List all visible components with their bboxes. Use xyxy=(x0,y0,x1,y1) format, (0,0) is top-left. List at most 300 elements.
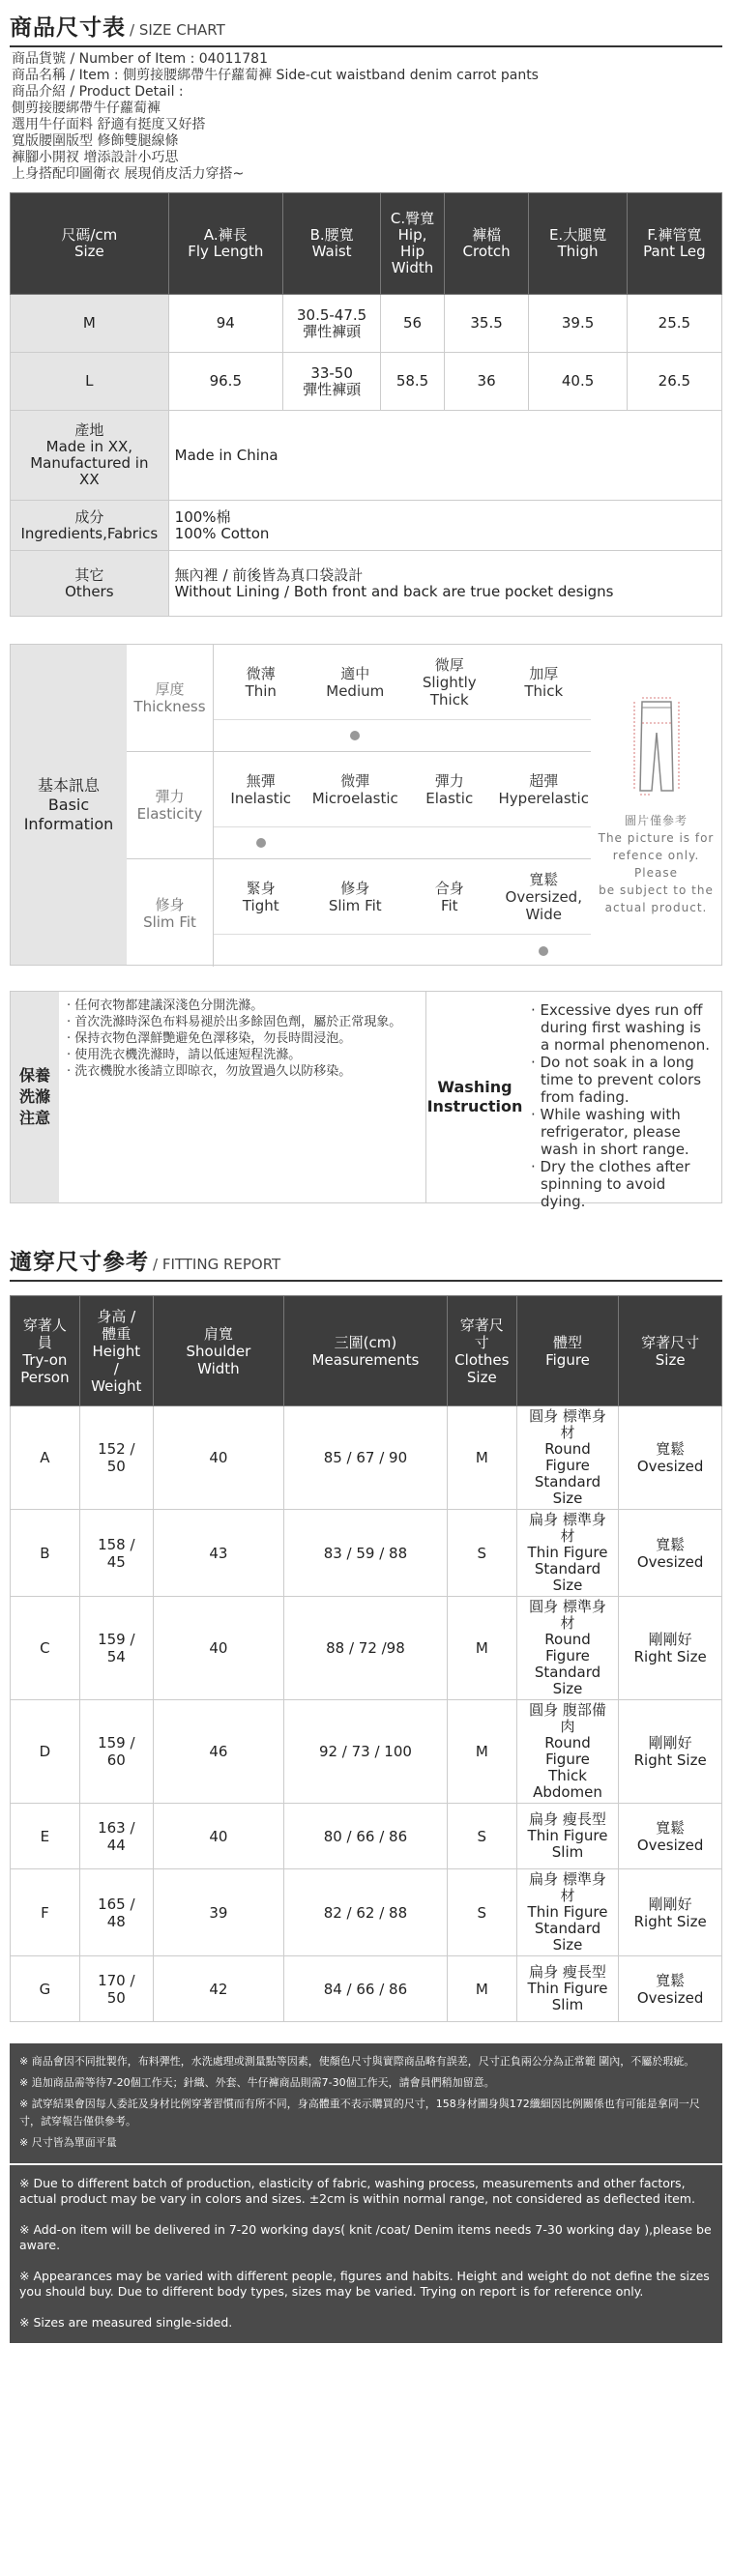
washing-text-zh: 保持衣物色澤鮮艷避免色澤移染，勿長時間浸泡。 xyxy=(74,1031,352,1046)
fitting-header-cell xyxy=(153,1296,283,1406)
washing-item-zh: · 任何衣物都建議深淺色分開洗滌。 xyxy=(67,999,264,1013)
origin-value: Made in China xyxy=(168,411,721,501)
washing-item-zh: · 首次洗滌時深色布料易褪於出多餘固色劑，屬於正常現象。 xyxy=(67,1015,402,1029)
figure-line: Round xyxy=(544,1440,591,1458)
header-line: Measurements xyxy=(311,1350,420,1369)
figure-cell xyxy=(516,1804,619,1869)
category-line: 修身 xyxy=(155,895,185,913)
option-marker-cell xyxy=(308,935,403,967)
clothes-size-cell: S xyxy=(447,1510,516,1597)
intro-line: 上身搭配印圖衛衣 展現俏皮活力穿搭~ xyxy=(12,166,245,182)
fit-line: 剛剛好 xyxy=(648,1895,692,1913)
person-cell: B xyxy=(11,1510,80,1597)
hw-line: 152 / xyxy=(98,1440,135,1458)
size-header-cell xyxy=(444,193,529,295)
fitting-header-cell xyxy=(447,1296,516,1406)
basic-info-option xyxy=(402,752,497,826)
figure-line: Size xyxy=(552,1577,583,1594)
basic-info-option xyxy=(214,859,308,934)
figure-cell xyxy=(516,1869,619,1956)
header-line: 尺碼/cm xyxy=(61,226,118,244)
fly-length-cell: 96.5 xyxy=(168,353,282,411)
shoulder-cell: 46 xyxy=(153,1700,283,1804)
header-line: / xyxy=(113,1359,119,1377)
option-line: 超彈 xyxy=(529,771,559,790)
fitting-row xyxy=(11,1700,722,1804)
header-line: Try-on xyxy=(22,1350,68,1369)
header-line: Size xyxy=(466,1368,497,1386)
option-line: 修身 xyxy=(340,879,370,897)
figure-line: 材 xyxy=(560,1887,575,1904)
figure-line: Thin Figure xyxy=(527,1544,608,1561)
hw-line: 54 xyxy=(106,1648,126,1665)
clothes-size-cell: S xyxy=(447,1804,516,1869)
fit-cell xyxy=(619,1700,722,1804)
option-marker-cell xyxy=(497,720,592,751)
size-row-m xyxy=(11,295,722,353)
option-marker-cell xyxy=(497,935,592,967)
category-line: Elasticity xyxy=(136,805,203,823)
fit-line: 寬鬆 xyxy=(656,1971,686,1989)
fit-cell xyxy=(619,1510,722,1597)
category-line: Slim Fit xyxy=(143,912,196,931)
option-marker-cell xyxy=(308,720,403,751)
figure-line: Thin Figure xyxy=(527,1980,608,1997)
size-header-cell xyxy=(168,193,282,295)
header-line: E.大腿寬 xyxy=(548,226,607,244)
header-line: 穿著尺寸 xyxy=(641,1333,700,1351)
option-marker-cell xyxy=(402,827,497,858)
figure-cell xyxy=(516,1510,619,1597)
figure-line: 扁身 標準身 xyxy=(529,1511,606,1528)
measurements-cell: 92 / 73 / 100 xyxy=(283,1700,447,1804)
size-cell: M xyxy=(11,295,169,353)
clothes-size-cell: M xyxy=(447,1597,516,1700)
size-chart-header xyxy=(10,0,722,47)
figure-line: Standard xyxy=(534,1664,601,1681)
note-zh: ※ 商品會因不同批製作，布料彈性，水洗處理或測量點等因素，使顏色尺寸與實際商品略有誤差，尺寸正負兩公分為正常範 圍內，不屬於瑕疵。 xyxy=(19,2055,695,2068)
size-header-cell xyxy=(627,193,721,295)
fitting-row xyxy=(11,1804,722,1869)
hw-line: 50 xyxy=(106,1458,126,1475)
figure-line: Size xyxy=(552,1936,583,1954)
header-line: Person xyxy=(20,1368,70,1386)
figure-line: Size xyxy=(552,1680,583,1697)
washing-text-zh: 任何衣物都建議深淺色分開洗滌。 xyxy=(74,999,264,1013)
thigh-cell: 39.5 xyxy=(529,295,627,353)
header-line: Shoulder xyxy=(186,1342,251,1360)
option-line: Thin xyxy=(245,681,277,700)
note-zh: ※ 尺寸皆為單面平量 xyxy=(19,2136,117,2149)
basic-info-row xyxy=(127,645,591,752)
option-line: Fit xyxy=(440,896,458,914)
option-line: 合身 xyxy=(434,879,464,897)
header-line: Figure xyxy=(545,1350,590,1369)
header-line: Hip xyxy=(400,243,425,260)
fitting-header-cell xyxy=(619,1296,722,1406)
basic-info-option xyxy=(402,859,497,934)
hw-line: 163 / xyxy=(98,1818,135,1837)
figure-line: Figure xyxy=(545,1457,590,1474)
washing-text-en: While washing with refrigerator, please wash in short range. xyxy=(540,1106,689,1158)
height-weight-cell xyxy=(79,1700,153,1804)
option-line: Thick xyxy=(524,681,564,700)
fitting-report-subtitle: / FITTING REPORT xyxy=(153,1256,281,1273)
option-line: Slightly xyxy=(422,673,477,691)
option-line: Inelastic xyxy=(230,789,292,807)
person-cell: F xyxy=(11,1869,80,1956)
figure-line: Slim xyxy=(551,1996,584,2013)
fit-line: Right Size xyxy=(633,1751,707,1769)
notes-panel xyxy=(10,2043,722,2343)
option-line: 微彈 xyxy=(340,771,370,790)
size-chart-subtitle: / SIZE CHART xyxy=(130,21,225,39)
size-row-l xyxy=(11,353,722,411)
basic-info-row xyxy=(127,752,591,859)
option-marker-cell xyxy=(497,827,592,858)
pant-leg-cell: 25.5 xyxy=(627,295,721,353)
shoulder-cell: 40 xyxy=(153,1406,283,1510)
hw-line: 165 / xyxy=(98,1895,135,1913)
fabric-value: 100%棉 100% Cotton xyxy=(168,501,721,551)
crotch-cell: 36 xyxy=(444,353,529,411)
header-line: Thigh xyxy=(557,243,599,260)
fabric-row xyxy=(11,501,722,551)
hw-line: 60 xyxy=(106,1751,126,1769)
option-line: Oversized, xyxy=(505,887,582,906)
option-line: Wide xyxy=(525,905,562,923)
shoulder-cell: 40 xyxy=(153,1804,283,1869)
option-line: Slim Fit xyxy=(328,896,382,914)
figure-line: 材 xyxy=(560,1614,575,1632)
height-weight-cell xyxy=(79,1869,153,1956)
option-marker-cell xyxy=(214,935,308,967)
note-en: ※ Due to different batch of production, elasticity of fabric, washing process, measurements and other factors, actual product may be vary in colors and sizes. ±2cm is within normal range, not considered as deflected item. xyxy=(19,2176,695,2206)
header-line: Fly Length xyxy=(188,243,264,260)
note-en: ※ Add-on item will be delivered in 7-20 working days( knit /coat/ Denim items needs 7-30 working day ),please be aware. xyxy=(19,2222,712,2252)
note-zh: ※ 試穿結果會因每人委託及身材比例穿著習慣而有所不同，身高體重不表示購買的尺寸，158身材圖身與172纖細因比例關係也有可能是拿同一尺寸，試穿報告僅供參考。 xyxy=(19,2098,700,2127)
intro-line: 商品介紹 / Product Detail : xyxy=(12,84,184,100)
figure-cell xyxy=(516,1700,619,1804)
washing-item-en: · Do not soak in a long time to prevent colors from fading. xyxy=(531,1054,702,1106)
option-marker-cell xyxy=(402,720,497,751)
fit-line: Ovesized xyxy=(636,1458,704,1475)
figure-line: 圓身 標準身 xyxy=(529,1598,606,1615)
thigh-cell: 40.5 xyxy=(529,353,627,411)
hip-cell: 58.5 xyxy=(381,353,444,411)
basic-info-category xyxy=(127,752,214,858)
pants-diagram-icon xyxy=(623,694,690,800)
fitting-report-title: 適穿尺寸參考 xyxy=(10,1250,149,1275)
option-line: Elastic xyxy=(425,789,474,807)
fit-line: 寬鬆 xyxy=(656,1440,686,1458)
notes-zh xyxy=(10,2043,722,2165)
figure-cell xyxy=(516,1956,619,2022)
shoulder-cell: 43 xyxy=(153,1510,283,1597)
figure-line: Size xyxy=(552,1490,583,1507)
header-line: Size xyxy=(73,243,104,260)
fit-line: 寬鬆 xyxy=(656,1535,686,1553)
header-line: 體型 xyxy=(552,1333,582,1351)
pant-leg-cell: 26.5 xyxy=(627,353,721,411)
option-marker-cell xyxy=(308,827,403,858)
option-marker-cell xyxy=(402,935,497,967)
header-line: F.褲管寬 xyxy=(647,226,702,244)
person-cell: C xyxy=(11,1597,80,1700)
basic-info-row xyxy=(127,859,591,967)
origin-row xyxy=(11,411,722,501)
waist-cell: 30.5-47.5 彈性褲頭 xyxy=(282,295,380,353)
fitting-header-cell xyxy=(516,1296,619,1406)
note-en: ※ Appearances may be varied with different people, figures and habits. Height and weight do not define the sizes you should buy. Due to different body types, sizes may be varied. Trying on report is for reference only. xyxy=(19,2269,710,2299)
fit-line: Ovesized xyxy=(636,1836,704,1854)
option-line: 寬鬆 xyxy=(529,870,559,888)
fit-cell xyxy=(619,1597,722,1700)
figure-line: Figure xyxy=(545,1647,590,1664)
size-header-cell xyxy=(529,193,627,295)
others-row xyxy=(11,551,722,617)
clothes-size-cell: M xyxy=(447,1700,516,1804)
measurements-cell: 82 / 62 / 88 xyxy=(283,1869,447,1956)
header-line: 穿著人 xyxy=(22,1316,67,1334)
figure-line: Standard xyxy=(534,1473,601,1491)
basic-info-option xyxy=(497,859,592,934)
option-marker-cell xyxy=(214,827,308,858)
crotch-cell: 35.5 xyxy=(444,295,529,353)
header-line: Size xyxy=(655,1350,686,1369)
header-line: Crotch xyxy=(462,243,511,260)
option-line: 加厚 xyxy=(529,664,559,682)
fit-cell xyxy=(619,1869,722,1956)
basic-info-label: 基本訊息 Basic Information xyxy=(11,645,127,965)
option-line: 微薄 xyxy=(246,664,276,682)
figure-line: 扁身 瘦長型 xyxy=(529,1963,606,1981)
figure-cell xyxy=(516,1597,619,1700)
header-line: Width xyxy=(197,1359,240,1377)
basic-info-option xyxy=(497,645,592,719)
figure-line: 材 xyxy=(560,1424,575,1441)
washing-item-zh: · 洗衣機脫水後請立即晾衣，勿放置過久以防移染。 xyxy=(67,1064,352,1079)
height-weight-cell xyxy=(79,1804,153,1869)
washing-text-zh: 洗衣機脫水後請立即晾衣，勿放置過久以防移染。 xyxy=(74,1064,352,1079)
basic-info-category xyxy=(127,859,214,967)
washing-text-en: Do not soak in a long time to prevent colors from fading. xyxy=(540,1054,702,1106)
fit-line: Right Size xyxy=(633,1648,707,1665)
basic-info-option xyxy=(214,752,308,826)
option-line: Thick xyxy=(429,690,469,709)
washing-item-zh: · 使用洗衣機洗滌時，請以低速短程洗滌。 xyxy=(67,1048,302,1062)
figure-line: 扁身 標準身 xyxy=(529,1870,606,1888)
washing-text-zh: 使用洗衣機洗滌時，請以低速短程洗滌。 xyxy=(74,1048,302,1062)
fit-cell xyxy=(619,1804,722,1869)
option-line: Hyperelastic xyxy=(498,789,589,807)
option-line: Medium xyxy=(326,681,385,700)
header-line: Hip, xyxy=(397,226,427,244)
height-weight-cell xyxy=(79,1956,153,2022)
size-header-cell xyxy=(282,193,380,295)
hw-line: 45 xyxy=(106,1552,126,1571)
header-line: 褲檔 xyxy=(472,226,502,244)
intro-line: 側剪接腰綁帶牛仔蘿蔔褲 xyxy=(12,101,161,116)
hw-line: 159 / xyxy=(98,1631,135,1648)
fitting-header-cell xyxy=(11,1296,80,1406)
header-line: 體重 xyxy=(102,1324,132,1343)
selected-dot-icon xyxy=(256,838,266,848)
category-line: 彈力 xyxy=(155,788,185,805)
hw-line: 44 xyxy=(106,1836,126,1854)
fit-line: 剛剛好 xyxy=(648,1734,692,1751)
figure-line: Thin Figure xyxy=(527,1827,608,1844)
fit-line: Ovesized xyxy=(636,1988,704,2007)
header-line: 員 xyxy=(37,1333,52,1351)
fit-line: 寬鬆 xyxy=(656,1818,686,1837)
measurements-cell: 85 / 67 / 90 xyxy=(283,1406,447,1510)
intro-line: 選用牛仔面料 舒適有挺度又好搭 xyxy=(12,117,206,132)
figure-line: Abdomen xyxy=(533,1783,602,1801)
header-line: 肩寬 xyxy=(203,1324,233,1343)
figure-line: Thick xyxy=(548,1767,587,1784)
option-line: Microelastic xyxy=(311,789,398,807)
washing-label-zh: 保養 洗滌 注意 xyxy=(11,992,59,1202)
clothes-size-cell: M xyxy=(447,1406,516,1510)
person-cell: E xyxy=(11,1804,80,1869)
height-weight-cell xyxy=(79,1597,153,1700)
header-line: Clothes xyxy=(454,1350,510,1369)
category-line: 厚度 xyxy=(155,680,185,698)
selected-dot-icon xyxy=(539,946,548,956)
clothes-size-cell: S xyxy=(447,1869,516,1956)
person-cell: D xyxy=(11,1700,80,1804)
header-line: 三圍(cm) xyxy=(334,1333,397,1351)
header-line: C.臀寬 xyxy=(390,210,435,227)
washing-item-en: · Dry the clothes after spinning to avoid dying. xyxy=(531,1158,690,1210)
hw-line: 50 xyxy=(106,1988,126,2007)
fit-line: Ovesized xyxy=(636,1552,704,1571)
size-table xyxy=(10,192,722,617)
washing-instruction-label: Washing Instruction xyxy=(426,1078,523,1115)
hw-line: 158 / xyxy=(98,1535,135,1553)
person-cell: A xyxy=(11,1406,80,1510)
washing-list-en xyxy=(523,992,721,1210)
header-line: 身高 / xyxy=(97,1307,136,1325)
fitting-row xyxy=(11,1956,722,2022)
washing-item-en: · Excessive dyes run off during first washing is a normal phenomenon. xyxy=(531,1001,711,1054)
figure-line: Figure xyxy=(545,1751,590,1768)
intro-line: 寬版腰圍版型 修飾雙腿線條 xyxy=(12,133,179,149)
measurements-cell: 83 / 59 / 88 xyxy=(283,1510,447,1597)
figure-line: Standard xyxy=(534,1560,601,1577)
fabric-label: 成分 Ingredients,Fabrics xyxy=(11,501,169,551)
intro-line: 商品名稱 / Item : 側剪接腰綁帶牛仔蘿蔔褲 Side-cut waistband denim carrot pants xyxy=(12,68,539,83)
hw-line: 170 / xyxy=(98,1971,135,1989)
figure-line: Round xyxy=(544,1631,591,1648)
washing-list-zh xyxy=(59,992,426,1202)
height-weight-cell xyxy=(79,1406,153,1510)
washing-panel xyxy=(10,991,722,1210)
basic-info-option xyxy=(308,752,403,826)
option-line: 適中 xyxy=(340,664,370,682)
option-line: 微厚 xyxy=(434,655,464,674)
fitting-header-cell xyxy=(283,1296,447,1406)
figure-line: 肉 xyxy=(560,1718,575,1735)
washing-item-en: · While washing with refrigerator, please wash in short range. xyxy=(531,1106,689,1158)
option-marker-cell xyxy=(214,720,308,751)
shoulder-cell: 40 xyxy=(153,1597,283,1700)
origin-label: 產地 Made in XX, Manufactured in XX xyxy=(11,411,169,501)
figure-line: 圓身 標準身 xyxy=(529,1407,606,1425)
intro-line: 褲腳小開衩 增添設計小巧思 xyxy=(12,150,179,165)
others-value: 無內裡 / 前後皆為真口袋設計 Without Lining / Both front and back are true pocket designs xyxy=(168,551,721,617)
measurements-cell: 84 / 66 / 86 xyxy=(283,1956,447,2022)
option-line: Tight xyxy=(242,896,279,914)
basic-info-rows xyxy=(127,645,591,965)
basic-info-option xyxy=(214,645,308,719)
fitting-table xyxy=(10,1295,722,2022)
shoulder-cell: 39 xyxy=(153,1869,283,1956)
washing-text-en: Excessive dyes run off during first washing is a normal phenomenon. xyxy=(540,1001,711,1054)
size-header-cell xyxy=(11,193,169,295)
shoulder-cell: 42 xyxy=(153,1956,283,2022)
option-line: 彈力 xyxy=(434,771,464,790)
fitting-row xyxy=(11,1597,722,1700)
picture-note: 圖片僅參考 The picture is for refence only. Please be subject to the actual product. xyxy=(598,813,715,914)
person-cell: G xyxy=(11,1956,80,2022)
measurements-cell: 88 / 72 /98 xyxy=(283,1597,447,1700)
note-en: ※ Sizes are measured single-sided. xyxy=(19,2315,233,2330)
washing-text-en: Dry the clothes after spinning to avoid dying. xyxy=(540,1158,690,1210)
header-line: Pant Leg xyxy=(643,243,706,260)
fly-length-cell: 94 xyxy=(168,295,282,353)
clothes-size-cell: M xyxy=(447,1956,516,2022)
fit-cell xyxy=(619,1956,722,2022)
category-line: Thickness xyxy=(133,698,206,715)
pants-diagram-area xyxy=(591,645,721,965)
header-line: Waist xyxy=(311,243,352,260)
hip-cell: 56 xyxy=(381,295,444,353)
fitting-header-cell xyxy=(79,1296,153,1406)
header-line: A.褲長 xyxy=(203,226,248,244)
basic-info-panel xyxy=(10,644,722,966)
header-line: B.腰寬 xyxy=(309,226,354,244)
note-zh: ※ 追加商品需等待7-20個工作天；針織、外套、牛仔褲商品則需7-30個工作天，請會員們稍加留意。 xyxy=(19,2076,495,2089)
fitting-report-header xyxy=(10,1244,722,1282)
others-label: 其它 Others xyxy=(11,551,169,617)
header-line: Width xyxy=(391,259,434,276)
fitting-row xyxy=(11,1406,722,1510)
waist-cell: 33-50 彈性褲頭 xyxy=(282,353,380,411)
measurements-cell: 80 / 66 / 86 xyxy=(283,1804,447,1869)
product-intro xyxy=(10,47,722,192)
notes-en xyxy=(10,2165,722,2343)
figure-line: 扁身 瘦長型 xyxy=(529,1810,606,1828)
basic-info-option xyxy=(308,859,403,934)
figure-line: Thin Figure xyxy=(527,1903,608,1921)
fit-line: 剛剛好 xyxy=(648,1631,692,1648)
washing-item-zh: · 保持衣物色澤鮮艷避免色澤移染，勿長時間浸泡。 xyxy=(67,1031,352,1046)
header-line: Height xyxy=(92,1342,141,1360)
figure-line: Standard xyxy=(534,1920,601,1937)
option-line: 緊身 xyxy=(246,879,276,897)
fit-cell xyxy=(619,1406,722,1510)
size-cell: L xyxy=(11,353,169,411)
selected-dot-icon xyxy=(350,731,360,740)
fit-line: Right Size xyxy=(633,1912,707,1930)
figure-cell xyxy=(516,1406,619,1510)
figure-line: 材 xyxy=(560,1527,575,1545)
fitting-row xyxy=(11,1510,722,1597)
figure-line: 圓身 腹部備 xyxy=(529,1701,606,1719)
option-line: 無彈 xyxy=(246,771,276,790)
